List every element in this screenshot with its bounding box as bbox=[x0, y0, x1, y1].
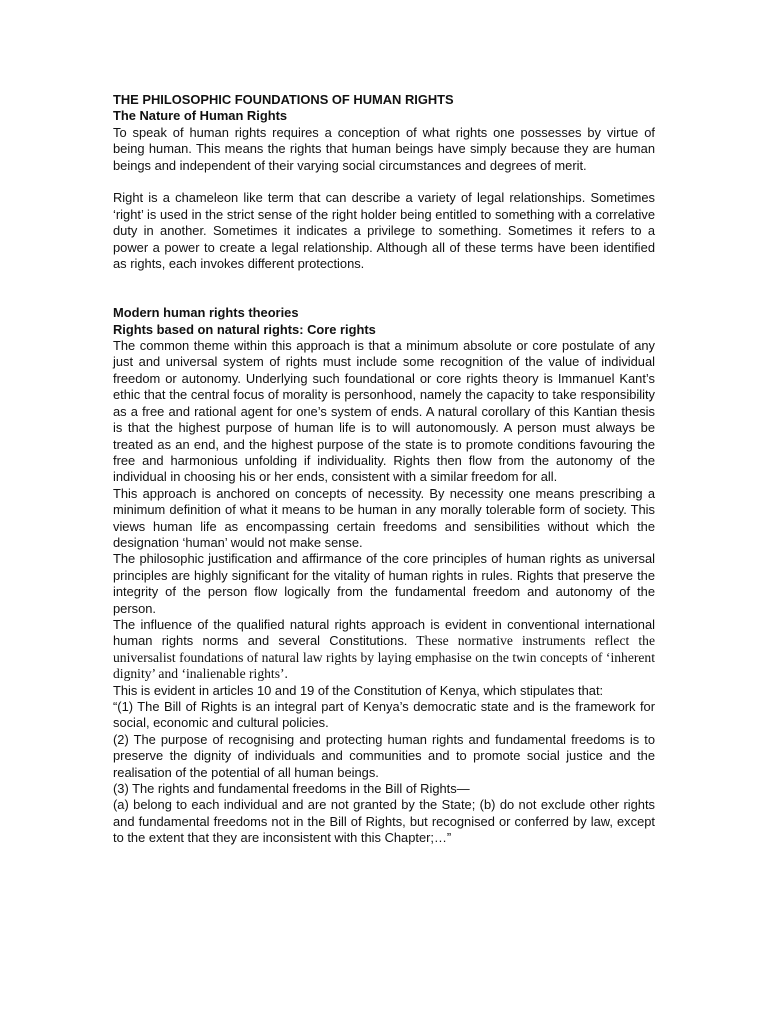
spacer bbox=[113, 174, 655, 190]
document-title: THE PHILOSOPHIC FOUNDATIONS OF HUMAN RIGHTS bbox=[113, 92, 454, 107]
paragraph-serif-part: These normative instruments reflect the universalist foundations of natural law rights by laying emphasise on the twin concepts of ‘inherent dignity’ and ‘inalienable rights’. bbox=[113, 633, 655, 682]
paragraph: This is evident in articles 10 and 19 of the Constitution of Kenya, which stipulates that: bbox=[113, 682, 604, 698]
paragraph: To speak of human rights requires a conception of what rights one possesses by virtue of being human. This means the rights that human beings have simply because they are human beings and independent of their varying social circumstances and degrees of merit. bbox=[113, 124, 655, 173]
quote-clause-2: (2) The purpose of recognising and protecting human rights and fundamental freedoms is to preserve the dignity of individuals and communities and to promote social justice and the realisation of the potential of all human beings. bbox=[113, 731, 655, 780]
section-heading-modern-theories: Modern human rights theories bbox=[113, 305, 299, 321]
spacer bbox=[113, 272, 655, 305]
paragraph: This approach is anchored on concepts of necessity. By necessity one means prescribing a minimum definition of what it means to be human in any morally tolerable form of society. This views human life as encompassing certain freedoms and sensibilities without which the designation ‘human’ would not make sense. bbox=[113, 485, 655, 550]
paragraph: The common theme within this approach is that a minimum absolute or core postulate of any just and universal system of rights must include some recognition of the value of individual freedom or autonomy. Underlying such foundational or core rights theory is Immanuel Kant’s ethic that the central focus of morality is personhood, namely the capacity to take responsibility as a free and rational agent for one’s system of ends. A natural corollary of this Kantian thesis is that the highest purpose of human life is to will autonomously. A person must always be treated as an end, and the highest purpose of the state is to promote conditions favouring the free and harmonious unfolding if individuality. Rights then flow from the autonomy of the individual in choosing his or her ends, consistent with a similar freedom for all. bbox=[113, 338, 655, 485]
paragraph: The philosophic justification and affirmance of the core principles of human rights as universal principles are highly significant for the vitality of human rights in rules. Rights that preserve the integrity of the person flow logically from the fundamental freedom and autonomy of the person. bbox=[113, 551, 655, 616]
document-page bbox=[113, 92, 655, 847]
paragraph-mixed-font bbox=[113, 617, 655, 683]
quote-clause-1: “(1) The Bill of Rights is an integral part of Kenya’s democratic state and is the framework for social, economic and cultural policies. bbox=[113, 699, 655, 731]
section-heading-nature: The Nature of Human Rights bbox=[113, 108, 288, 124]
quote-clause-3: (3) The rights and fundamental freedoms in the Bill of Rights— bbox=[113, 781, 470, 797]
paragraph-sans-part: The influence of the qualified natural rights approach is evident in conventional international human rights norms and several Constitutions. bbox=[113, 616, 655, 649]
quote-clause-3-items: (a) belong to each individual and are not granted by the State; (b) do not exclude other rights and fundamental freedoms not in the Bill of Rights, but recognised or conferred by law, except to the extent that they are inconsistent with this Chapter;…” bbox=[113, 797, 655, 846]
paragraph: Right is a chameleon like term that can describe a variety of legal relationships. Sometimes ‘right’ is used in the strict sense of the right holder being entitled to something with a correlative duty in another. Sometimes it indicates a privilege to something. Sometimes it refers to a power a power to create a legal relationship. Although all of these terms have been identified as rights, each invokes different protections. bbox=[113, 190, 655, 272]
section-subheading-core-rights: Rights based on natural rights: Core rights bbox=[113, 321, 376, 337]
